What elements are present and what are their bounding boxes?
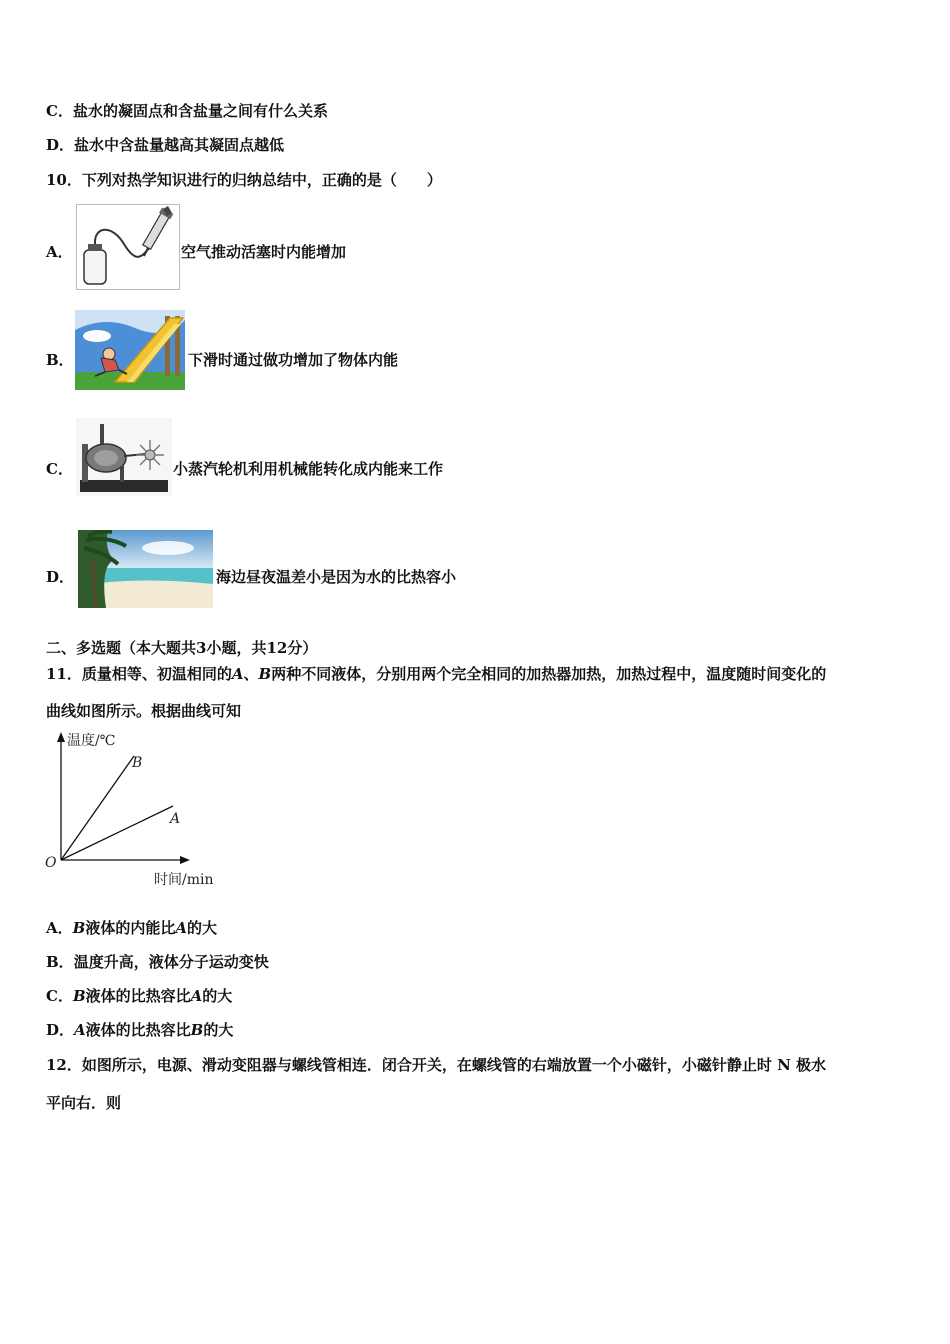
q10-option-c-label: C．: [46, 460, 73, 478]
x-axis-label: 时间/min: [154, 872, 214, 888]
x-axis-arrow: [180, 856, 190, 864]
origin-label: O: [45, 855, 57, 871]
child-on-slide-image: [75, 310, 185, 390]
section-heading-multi-choice: 二、多选题（本大题共3小题，共12分）: [46, 639, 318, 657]
q11-option-b: B．温度升高，液体分子运动变快: [46, 953, 269, 971]
seaside-beach-image: [78, 530, 213, 608]
q11-option-d: D．A液体的比热容比B的大: [46, 1021, 234, 1039]
q9-option-c: C．盐水的凝固点和含盐量之间有什么关系: [46, 102, 328, 120]
temperature-time-graph: [40, 728, 230, 890]
air-pump-image: [76, 204, 180, 290]
q12-stem-line-2: 平向右．则: [46, 1094, 122, 1112]
line-a: [61, 806, 173, 860]
q11-option-a: A．B液体的内能比A的大: [46, 919, 217, 937]
q10-option-b-text: 下滑时通过做功增加了物体内能: [188, 351, 399, 369]
q12-stem-line-1: 12．如图所示，电源、滑动变阻器与螺线管相连．闭合开关，在螺线管的右端放置一个小磁针，小磁针静止时 N 极水: [46, 1056, 827, 1074]
q10-option-a-text: 空气推动活塞时内能增加: [181, 243, 347, 261]
y-axis-label: 温度/℃: [67, 733, 116, 749]
q11-stem-line-2: 曲线如图所示。根据曲线可知: [46, 702, 242, 720]
line-b: [61, 756, 134, 860]
y-axis-arrow: [57, 732, 65, 742]
q10-option-d-text: 海边昼夜温差小是因为水的比热容小: [216, 568, 457, 586]
q10-option-d-label: D．: [46, 568, 75, 586]
q10-stem: 10．下列对热学知识进行的归纳总结中，正确的是（ ）: [46, 171, 442, 189]
line-b-label: B: [132, 755, 143, 771]
line-a-label: A: [170, 811, 181, 827]
q9-option-d: D．盐水中含盐量越高其凝固点越低: [46, 136, 285, 154]
steam-turbine-image: [76, 418, 172, 496]
q10-option-a-label: A．: [46, 243, 73, 261]
q10-option-b-label: B．: [46, 351, 74, 369]
q11-option-c: C．B液体的比热容比A的大: [46, 987, 233, 1005]
q10-option-c-text: 小蒸汽轮机利用机械能转化成内能来工作: [173, 460, 444, 478]
q11-stem-line-1: 11．质量相等、初温相同的A、B两种不同液体，分别用两个完全相同的加热器加热，加热过程中，温度随时间变化的: [46, 665, 827, 683]
